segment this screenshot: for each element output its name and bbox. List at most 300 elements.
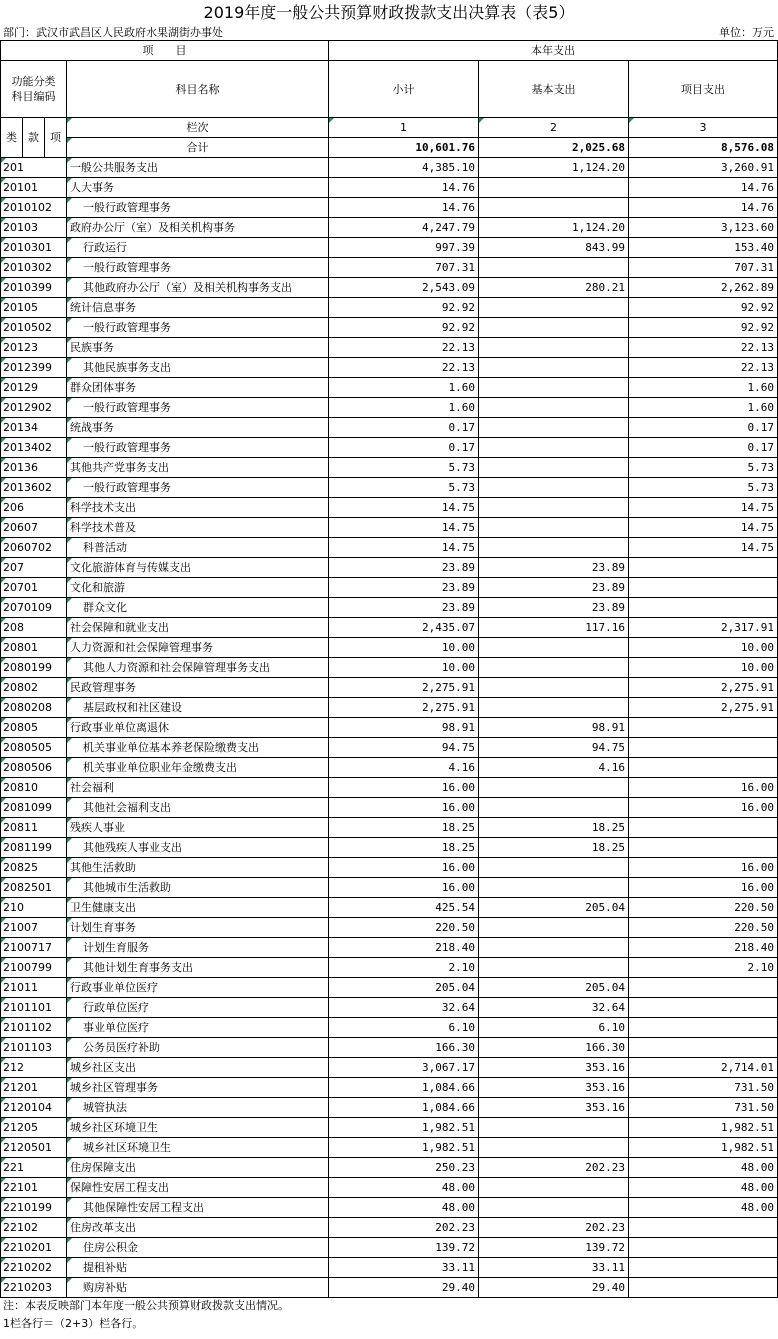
table-row	[1, 838, 778, 858]
table-row	[1, 258, 778, 278]
row-subject-name: 行政事业单位离退休	[67, 718, 329, 738]
row-project	[629, 558, 778, 578]
row-code: 2101103	[1, 1038, 67, 1058]
row-subject-name: 保障性安居工程支出	[67, 1178, 329, 1198]
table-row	[1, 1178, 778, 1198]
row-code: 2013402	[1, 438, 67, 458]
row-code: 20129	[1, 378, 67, 398]
row-code: 2010502	[1, 318, 67, 338]
row-subtotal: 250.23	[329, 1158, 479, 1178]
row-project: 14.76	[629, 198, 778, 218]
row-project: 220.50	[629, 898, 778, 918]
row-subtotal: 1,982.51	[329, 1118, 479, 1138]
row-subtotal: 166.30	[329, 1038, 479, 1058]
row-subject-name: 一般行政管理事务	[67, 318, 329, 338]
row-basic	[479, 518, 629, 538]
row-subtotal: 14.76	[329, 178, 479, 198]
row-subtotal: 98.91	[329, 718, 479, 738]
row-subject-name: 事业单位医疗	[67, 1018, 329, 1038]
row-subtotal: 18.25	[329, 838, 479, 858]
row-project: 5.73	[629, 478, 778, 498]
row-subtotal: 23.89	[329, 578, 479, 598]
row-code: 2010102	[1, 198, 67, 218]
row-basic	[479, 198, 629, 218]
row-basic	[479, 858, 629, 878]
row-project: 16.00	[629, 778, 778, 798]
row-code: 2080506	[1, 758, 67, 778]
row-project: 92.92	[629, 318, 778, 338]
row-code: 20811	[1, 818, 67, 838]
table-row	[1, 1018, 778, 1038]
table-row	[1, 758, 778, 778]
row-code: 2080208	[1, 698, 67, 718]
table-row	[1, 1038, 778, 1058]
row-project: 16.00	[629, 798, 778, 818]
row-project: 2.10	[629, 958, 778, 978]
row-code: 20101	[1, 178, 67, 198]
row-subtotal: 4,385.10	[329, 158, 479, 178]
row-basic	[479, 258, 629, 278]
row-project	[629, 758, 778, 778]
row-project: 2,262.89	[629, 278, 778, 298]
row-subtotal: 0.17	[329, 418, 479, 438]
total-row	[1, 138, 778, 158]
row-code: 2120104	[1, 1098, 67, 1118]
table-row	[1, 178, 778, 198]
row-subject-name: 民政管理事务	[67, 678, 329, 698]
table-row	[1, 278, 778, 298]
row-subject-name: 群众团体事务	[67, 378, 329, 398]
row-project: 731.50	[629, 1098, 778, 1118]
row-subtotal: 92.92	[329, 318, 479, 338]
row-subject-name: 住房改革支出	[67, 1218, 329, 1238]
row-project: 14.75	[629, 538, 778, 558]
total-label: 合计	[67, 138, 329, 158]
row-project	[629, 1018, 778, 1038]
table-row	[1, 638, 778, 658]
row-basic: 23.89	[479, 578, 629, 598]
row-subtotal: 6.10	[329, 1018, 479, 1038]
row-subject-name: 城乡社区环境卫生	[67, 1138, 329, 1158]
header-lei: 类	[1, 118, 23, 158]
row-subtotal: 4.16	[329, 758, 479, 778]
row-code: 20105	[1, 298, 67, 318]
row-basic: 202.23	[479, 1158, 629, 1178]
table-row	[1, 1098, 778, 1118]
row-subject-name: 人大事务	[67, 178, 329, 198]
row-subject-name: 群众文化	[67, 598, 329, 618]
table-row	[1, 418, 778, 438]
row-project	[629, 1238, 778, 1258]
row-project: 1,982.51	[629, 1138, 778, 1158]
row-basic	[479, 378, 629, 398]
row-subtotal: 0.17	[329, 438, 479, 458]
row-basic	[479, 398, 629, 418]
row-subtotal: 3,067.17	[329, 1058, 479, 1078]
footnote: 注：本表反映部门本年度一般公共预算财政拨款支出情况。	[3, 1299, 289, 1312]
row-code: 2210203	[1, 1278, 67, 1298]
row-code: 2060702	[1, 538, 67, 558]
header-project: 项目支出	[629, 61, 778, 118]
row-project	[629, 818, 778, 838]
row-subject-name: 城管执法	[67, 1098, 329, 1118]
row-subject-name: 社会保障和就业支出	[67, 618, 329, 638]
row-project: 2,317.91	[629, 618, 778, 638]
row-project	[629, 578, 778, 598]
row-code: 20801	[1, 638, 67, 658]
row-basic: 29.40	[479, 1278, 629, 1298]
row-subject-name: 行政事业单位医疗	[67, 978, 329, 998]
row-subtotal: 16.00	[329, 878, 479, 898]
header-func-code: 功能分类 科目编码	[1, 61, 67, 118]
table-row	[1, 478, 778, 498]
row-project: 220.50	[629, 918, 778, 938]
row-subject-name: 残疾人事业	[67, 818, 329, 838]
row-code: 208	[1, 618, 67, 638]
row-basic	[479, 798, 629, 818]
table-row	[1, 1078, 778, 1098]
table-row	[1, 358, 778, 378]
row-basic: 117.16	[479, 618, 629, 638]
row-subtotal: 5.73	[329, 478, 479, 498]
header-basic: 基本支出	[479, 61, 629, 118]
table-row	[1, 218, 778, 238]
row-code: 2070109	[1, 598, 67, 618]
row-basic	[479, 418, 629, 438]
row-code: 2100799	[1, 958, 67, 978]
row-subject-name: 统计信息事务	[67, 298, 329, 318]
row-code: 207	[1, 558, 67, 578]
row-subject-name: 其他保障性安居工程支出	[67, 1198, 329, 1218]
row-subtotal: 16.00	[329, 778, 479, 798]
row-subject-name: 城乡社区管理事务	[67, 1078, 329, 1098]
row-basic	[479, 498, 629, 518]
row-code: 2210199	[1, 1198, 67, 1218]
row-project: 3,123.60	[629, 218, 778, 238]
header-subtotal: 小计	[329, 61, 479, 118]
row-subtotal: 997.39	[329, 238, 479, 258]
row-subtotal: 1,084.66	[329, 1098, 479, 1118]
header-col1: 1	[329, 118, 479, 138]
row-subtotal: 218.40	[329, 938, 479, 958]
row-code: 2012902	[1, 398, 67, 418]
row-subtotal: 1,084.66	[329, 1078, 479, 1098]
row-basic: 32.64	[479, 998, 629, 1018]
row-project: 1,982.51	[629, 1118, 778, 1138]
row-basic: 205.04	[479, 978, 629, 998]
table-row	[1, 158, 778, 178]
row-subject-name: 卫生健康支出	[67, 898, 329, 918]
row-code: 2081199	[1, 838, 67, 858]
row-code: 21007	[1, 918, 67, 938]
row-project	[629, 1218, 778, 1238]
table-row	[1, 798, 778, 818]
row-code: 20103	[1, 218, 67, 238]
row-subject-name: 其他共产党事务支出	[67, 458, 329, 478]
row-project: 2,275.91	[629, 678, 778, 698]
row-code: 21011	[1, 978, 67, 998]
total-basic: 2,025.68	[479, 138, 629, 158]
row-code: 2081099	[1, 798, 67, 818]
row-subject-name: 政府办公厅（室）及相关机构事务	[67, 218, 329, 238]
row-basic: 94.75	[479, 738, 629, 758]
row-subject-name: 一般行政管理事务	[67, 258, 329, 278]
table-row	[1, 398, 778, 418]
row-basic: 202.23	[479, 1218, 629, 1238]
unit-label: 单位：万元	[719, 26, 774, 39]
row-subtotal: 22.13	[329, 358, 479, 378]
table-row	[1, 698, 778, 718]
row-basic: 23.89	[479, 558, 629, 578]
row-subject-name: 公务员医疗补助	[67, 1038, 329, 1058]
row-subtotal: 707.31	[329, 258, 479, 278]
table-row	[1, 658, 778, 678]
row-code: 20134	[1, 418, 67, 438]
row-subtotal: 2,543.09	[329, 278, 479, 298]
row-project: 48.00	[629, 1178, 778, 1198]
row-subject-name: 行政运行	[67, 238, 329, 258]
row-basic	[479, 698, 629, 718]
total-project: 8,576.08	[629, 138, 778, 158]
row-code: 2080505	[1, 738, 67, 758]
table-row	[1, 618, 778, 638]
table-row	[1, 498, 778, 518]
table-row	[1, 1118, 778, 1138]
row-basic	[479, 538, 629, 558]
row-subtotal: 16.00	[329, 798, 479, 818]
header-current-year: 本年支出	[329, 41, 778, 61]
row-basic	[479, 678, 629, 698]
row-code: 201	[1, 158, 67, 178]
row-basic	[479, 318, 629, 338]
row-project	[629, 738, 778, 758]
row-subtotal: 139.72	[329, 1238, 479, 1258]
row-code: 20123	[1, 338, 67, 358]
row-subtotal: 2,435.07	[329, 618, 479, 638]
header-row-3	[1, 118, 778, 138]
row-code: 22101	[1, 1178, 67, 1198]
row-subject-name: 城乡社区支出	[67, 1058, 329, 1078]
table-row	[1, 718, 778, 738]
table-row	[1, 518, 778, 538]
row-basic	[479, 938, 629, 958]
row-project: 48.00	[629, 1158, 778, 1178]
row-subtotal: 22.13	[329, 338, 479, 358]
table-row	[1, 958, 778, 978]
row-project: 2,714.01	[629, 1058, 778, 1078]
row-subtotal: 2.10	[329, 958, 479, 978]
table-row	[1, 738, 778, 758]
row-subtotal: 2,275.91	[329, 678, 479, 698]
table-row	[1, 818, 778, 838]
table-row	[1, 318, 778, 338]
row-subtotal: 92.92	[329, 298, 479, 318]
row-code: 20701	[1, 578, 67, 598]
row-project: 92.92	[629, 298, 778, 318]
table-row	[1, 538, 778, 558]
table-row	[1, 938, 778, 958]
row-basic: 205.04	[479, 898, 629, 918]
row-project	[629, 838, 778, 858]
row-subject-name: 其他生活救助	[67, 858, 329, 878]
row-subject-name: 住房保障支出	[67, 1158, 329, 1178]
table-row	[1, 978, 778, 998]
row-subject-name: 文化旅游体育与传媒支出	[67, 558, 329, 578]
row-project: 153.40	[629, 238, 778, 258]
footnote: 1栏各行＝（2+3）栏各行。	[3, 1317, 144, 1330]
row-code: 212	[1, 1058, 67, 1078]
row-subject-name: 购房补贴	[67, 1278, 329, 1298]
row-code: 20802	[1, 678, 67, 698]
row-basic	[479, 478, 629, 498]
row-basic: 139.72	[479, 1238, 629, 1258]
table-row	[1, 238, 778, 258]
row-code: 21205	[1, 1118, 67, 1138]
row-code: 21201	[1, 1078, 67, 1098]
row-code: 206	[1, 498, 67, 518]
department-label: 部门：武汉市武昌区人民政府水果湖街办事处	[3, 26, 223, 39]
row-subject-name: 科学技术普及	[67, 518, 329, 538]
row-code: 2010399	[1, 278, 67, 298]
header-column-no: 栏次	[67, 118, 329, 138]
row-basic: 18.25	[479, 838, 629, 858]
row-subject-name: 一般行政管理事务	[67, 398, 329, 418]
row-basic	[479, 778, 629, 798]
row-basic: 23.89	[479, 598, 629, 618]
row-subtotal: 1,982.51	[329, 1138, 479, 1158]
row-subtotal: 16.00	[329, 858, 479, 878]
row-basic: 353.16	[479, 1078, 629, 1098]
row-subtotal: 2,275.91	[329, 698, 479, 718]
row-subject-name: 城乡社区环境卫生	[67, 1118, 329, 1138]
header-col3: 3	[629, 118, 778, 138]
row-project	[629, 718, 778, 738]
row-code: 2010302	[1, 258, 67, 278]
row-basic: 166.30	[479, 1038, 629, 1058]
row-code: 2210202	[1, 1258, 67, 1278]
row-project: 16.00	[629, 878, 778, 898]
row-subject-name: 一般行政管理事务	[67, 198, 329, 218]
row-subject-name: 统战事务	[67, 418, 329, 438]
row-project: 731.50	[629, 1078, 778, 1098]
row-basic	[479, 878, 629, 898]
row-subject-name: 文化和旅游	[67, 578, 329, 598]
row-subtotal: 14.75	[329, 518, 479, 538]
row-subject-name: 机关事业单位职业年金缴费支出	[67, 758, 329, 778]
row-subtotal: 94.75	[329, 738, 479, 758]
table-row	[1, 438, 778, 458]
row-subject-name: 行政单位医疗	[67, 998, 329, 1018]
row-subject-name: 人力资源和社会保障管理事务	[67, 638, 329, 658]
row-code: 20825	[1, 858, 67, 878]
header-row-1	[1, 41, 778, 61]
row-subtotal: 205.04	[329, 978, 479, 998]
table-row	[1, 858, 778, 878]
row-subtotal: 23.89	[329, 598, 479, 618]
table-row	[1, 1258, 778, 1278]
row-basic	[479, 338, 629, 358]
row-basic: 1,124.20	[479, 218, 629, 238]
row-subject-name: 其他政府办公厅（室）及相关机构事务支出	[67, 278, 329, 298]
table-row	[1, 1198, 778, 1218]
row-code: 2101102	[1, 1018, 67, 1038]
table-row	[1, 878, 778, 898]
row-code: 210	[1, 898, 67, 918]
table-row	[1, 198, 778, 218]
row-code: 20810	[1, 778, 67, 798]
table-row	[1, 458, 778, 478]
row-project: 22.13	[629, 358, 778, 378]
row-subtotal: 18.25	[329, 818, 479, 838]
row-basic	[479, 438, 629, 458]
row-subtotal: 1.60	[329, 378, 479, 398]
row-project	[629, 1278, 778, 1298]
table-row	[1, 558, 778, 578]
report-meta	[0, 26, 778, 40]
table-row	[1, 338, 778, 358]
row-project: 707.31	[629, 258, 778, 278]
row-subtotal: 32.64	[329, 998, 479, 1018]
row-code: 20805	[1, 718, 67, 738]
table-row	[1, 778, 778, 798]
row-code: 221	[1, 1158, 67, 1178]
table-row	[1, 898, 778, 918]
row-code: 2013602	[1, 478, 67, 498]
row-project: 16.00	[629, 858, 778, 878]
row-subject-name: 一般公共服务支出	[67, 158, 329, 178]
row-basic: 843.99	[479, 238, 629, 258]
table-row	[1, 578, 778, 598]
row-subtotal: 14.75	[329, 538, 479, 558]
row-subject-name: 其他社会福利支出	[67, 798, 329, 818]
row-subtotal: 23.89	[329, 558, 479, 578]
row-project	[629, 1038, 778, 1058]
row-code: 2210201	[1, 1238, 67, 1258]
row-project: 5.73	[629, 458, 778, 478]
row-project: 48.00	[629, 1198, 778, 1218]
row-subtotal: 29.40	[329, 1278, 479, 1298]
row-subtotal: 10.00	[329, 658, 479, 678]
row-basic: 353.16	[479, 1058, 629, 1078]
row-basic: 280.21	[479, 278, 629, 298]
table-row	[1, 1278, 778, 1298]
row-subject-name: 其他民族事务支出	[67, 358, 329, 378]
row-code: 2101101	[1, 998, 67, 1018]
row-project: 1.60	[629, 378, 778, 398]
report-title: 2019年度一般公共预算财政拨款支出决算表（表5）	[203, 3, 575, 22]
row-project: 14.75	[629, 498, 778, 518]
row-project: 0.17	[629, 438, 778, 458]
row-basic: 18.25	[479, 818, 629, 838]
row-code: 20136	[1, 458, 67, 478]
row-subject-name: 民族事务	[67, 338, 329, 358]
row-basic	[479, 918, 629, 938]
row-basic	[479, 658, 629, 678]
row-subtotal: 33.11	[329, 1258, 479, 1278]
row-basic	[479, 1118, 629, 1138]
row-subject-name: 一般行政管理事务	[67, 478, 329, 498]
row-subtotal: 14.75	[329, 498, 479, 518]
header-col2: 2	[479, 118, 629, 138]
row-basic: 353.16	[479, 1098, 629, 1118]
row-project	[629, 998, 778, 1018]
row-subtotal: 48.00	[329, 1198, 479, 1218]
table-row	[1, 1158, 778, 1178]
row-basic: 1,124.20	[479, 158, 629, 178]
row-code: 2012399	[1, 358, 67, 378]
row-subtotal: 202.23	[329, 1218, 479, 1238]
row-project	[629, 598, 778, 618]
